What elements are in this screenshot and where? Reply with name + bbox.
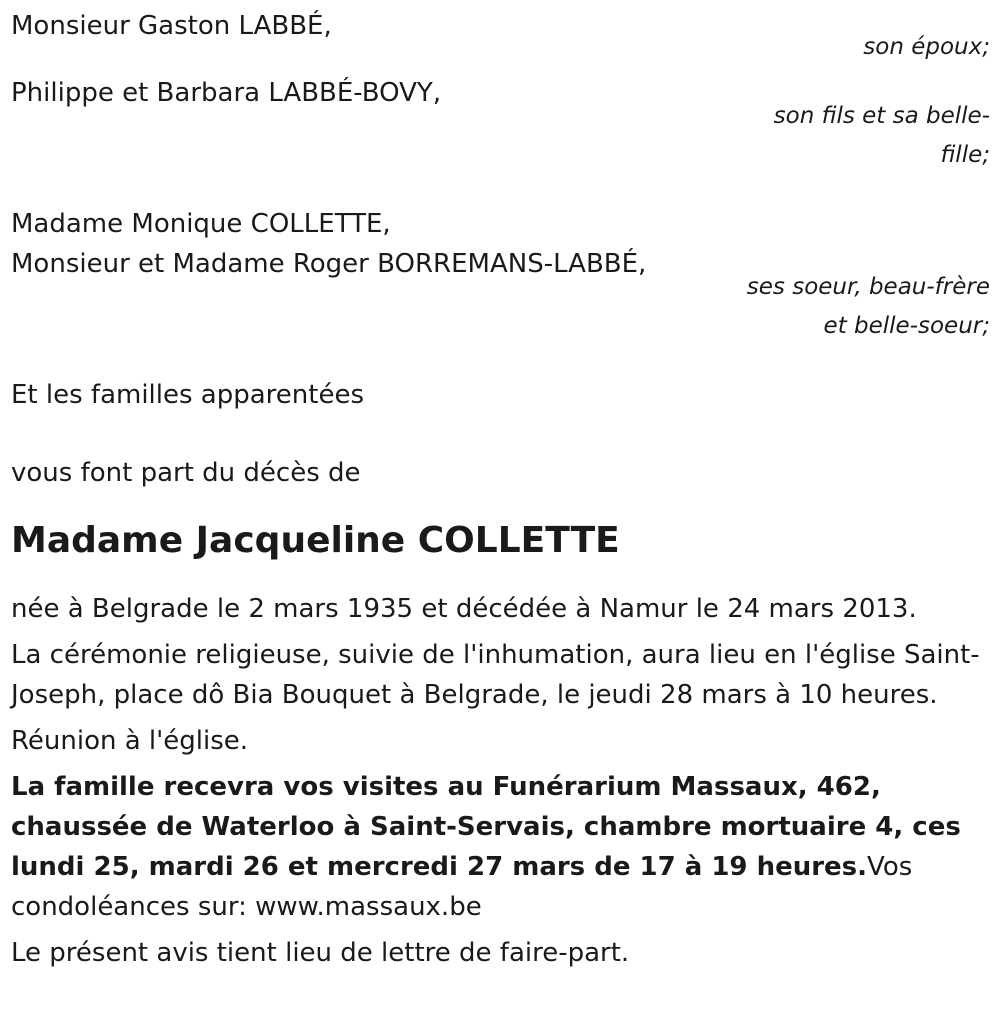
family-relatives: Et les familles apparentées [11, 380, 365, 410]
family-siblings-role: ses soeur, beau-frère et belle-soeur; [746, 274, 990, 339]
birth-death-dates: née à Belgrade le 2 mars 1935 et décédée à Namur le 24 mars 2013. [11, 594, 917, 624]
closing-text: Le présent avis tient lieu de lettre de faire-part. [11, 938, 630, 968]
family-son: Philippe et Barbara LABBÉ-BOVY, [11, 78, 442, 108]
family-brother-in-law: Monsieur et Madame Roger BORREMANS-LABBÉ, [11, 249, 647, 279]
family-son-role: son fils et sa belle-fille; [773, 103, 990, 168]
visits-info [11, 767, 990, 927]
deceased-name: Madame Jacqueline COLLETTE [11, 520, 620, 561]
website-link[interactable]: www.massaux.be [255, 892, 482, 922]
family-husband-role: son époux; [863, 34, 990, 60]
visits-bold-text: La famille recevra vos visites au Funérarium Massaux, 462, chaussée de Waterloo à Saint-Servais, chambre mortuaire 4, ces lundi 25, mardi 26 et mercredi 27 mars de 17 à 19 heures. [11, 772, 961, 882]
announcement-text: vous font part du décès de [11, 458, 361, 488]
family-husband: Monsieur Gaston LABBÉ, [11, 11, 332, 41]
meeting-info: Réunion à l'église. [11, 726, 249, 756]
family-sister: Madame Monique COLLETTE, [11, 209, 391, 239]
ceremony-details: La cérémonie religieuse, suivie de l'inhumation, aura lieu en l'église Saint-Joseph, place dô Bia Bouquet à Belgrade, le jeudi 28 mars à 10 heures. [11, 640, 980, 710]
condolences-text: Vos condoléances sur: [11, 852, 913, 922]
